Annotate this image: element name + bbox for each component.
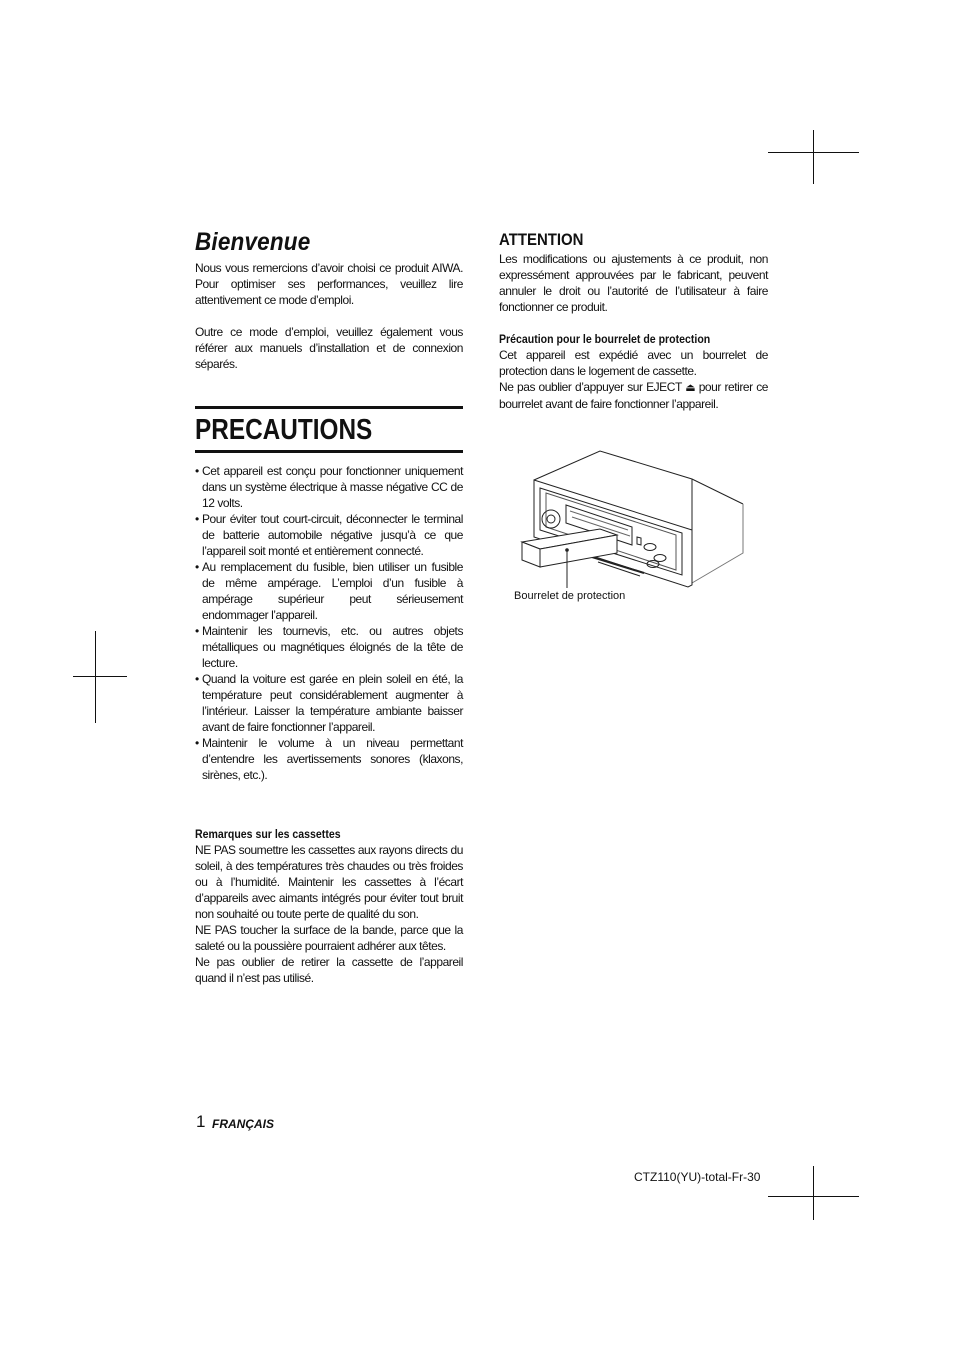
- protection-subheading: Précaution pour le bourrelet de protection: [499, 332, 711, 346]
- crop-mark-top-right-v: [813, 130, 814, 184]
- precaution-item: • Au remplacement du fusible, bien utiliser un fusible de même ampérage. L’emploi d’un fusible à ampérage supérieur peut sérieusement endommager l’appareil.: [195, 559, 463, 623]
- crop-mark-left-h: [73, 676, 127, 677]
- precautions-heading-block: [195, 406, 463, 453]
- cassettes-section: [195, 826, 463, 986]
- welcome-paragraph-2: Outre ce mode d’emploi, veuillez également vous référer aux manuels d’installation et de connexion séparés.: [195, 325, 463, 371]
- figure-caption: Bourrelet de protection: [514, 590, 626, 602]
- precautions-list: [195, 463, 463, 783]
- attention-section: [499, 229, 768, 412]
- precaution-item: • Pour éviter tout court-circuit, déconnecter le terminal de batterie automobile négative jusqu’à ce que l’appareil soit monté et entièrement connecté.: [195, 511, 463, 559]
- attention-paragraph-1: Les modifications ou ajustements à ce produit, non expressément approuvées par le fabricant, peuvent annuler le droit ou l’autorité de l’utilisateur à faire fonctionner ce produit.: [499, 252, 768, 314]
- document-code: CTZ110(YU)-total-Fr-30: [634, 1170, 761, 1184]
- protection-paragraph-2: [499, 379, 768, 412]
- precautions-rule-bottom: [195, 450, 463, 453]
- precaution-item: • Maintenir les tournevis, etc. ou autres objets métalliques ou magnétiques éloignés de la tête de lecture.: [195, 623, 463, 671]
- precautions-list-container: [195, 463, 463, 783]
- page-number: 1: [196, 1112, 206, 1131]
- welcome-section: [195, 226, 463, 372]
- language-label: FRANÇAIS: [212, 1117, 274, 1131]
- eject-icon: ⏏: [685, 381, 696, 394]
- welcome-paragraph-1: Nous vous remercions d’avoir choisi ce produit AIWA. Pour optimiser ses performances, veuillez lire attentivement ce mode d’emploi.: [195, 261, 463, 307]
- precautions-title: PRECAUTIONS: [195, 414, 373, 446]
- car-stereo-illustration-icon: [510, 445, 760, 610]
- crop-mark-left-v: [95, 631, 96, 723]
- crop-mark-bottom-right-v: [813, 1166, 814, 1220]
- protection-text-after-eject: pour retirer ce bourrelet avant de faire fonctionner l’appareil.: [499, 380, 768, 411]
- precaution-item: • Maintenir le volume à un niveau permettant d’entendre les avertissements sonores (klaxons, sirènes, etc.).: [195, 735, 463, 783]
- cassettes-heading: Remarques sur les cassettes: [195, 827, 341, 841]
- precautions-rule-top: [195, 406, 463, 409]
- attention-title: ATTENTION: [499, 230, 584, 249]
- welcome-title: Bienvenue: [195, 228, 311, 256]
- cassettes-paragraph-2: NE PAS toucher la surface de la bande, parce que la saleté ou la poussière pourraient adhérer aux têtes.: [195, 923, 463, 953]
- protection-text-before-eject: Ne pas oublier d’appuyer sur EJECT: [499, 380, 682, 394]
- protection-paragraph-1: Cet appareil est expédié avec un bourrelet de protection dans le logement de cassette.: [499, 348, 768, 378]
- cassettes-paragraph-1: NE PAS soumettre les cassettes aux rayons directs du soleil, à des températures très chaudes ou très froides ou à l’humidité. Maintenir les cassettes à l’écart d’appareils avec aimants intégrés pour éviter tout bruit non souhaité ou toute perte de qualité du son.: [195, 843, 463, 921]
- precaution-item: • Cet appareil est conçu pour fonctionner uniquement dans un système électrique à masse négative CC de 12 volts.: [195, 463, 463, 511]
- cassettes-paragraph-3: Ne pas oublier de retirer la cassette de l’appareil quand il n’est pas utilisé.: [195, 955, 463, 985]
- precaution-item: • Quand la voiture est garée en plein soleil en été, la température peut considérablement augmenter à l’intérieur. Laisser la température ambiante baisser avant de faire fonctionner l’appareil.: [195, 671, 463, 735]
